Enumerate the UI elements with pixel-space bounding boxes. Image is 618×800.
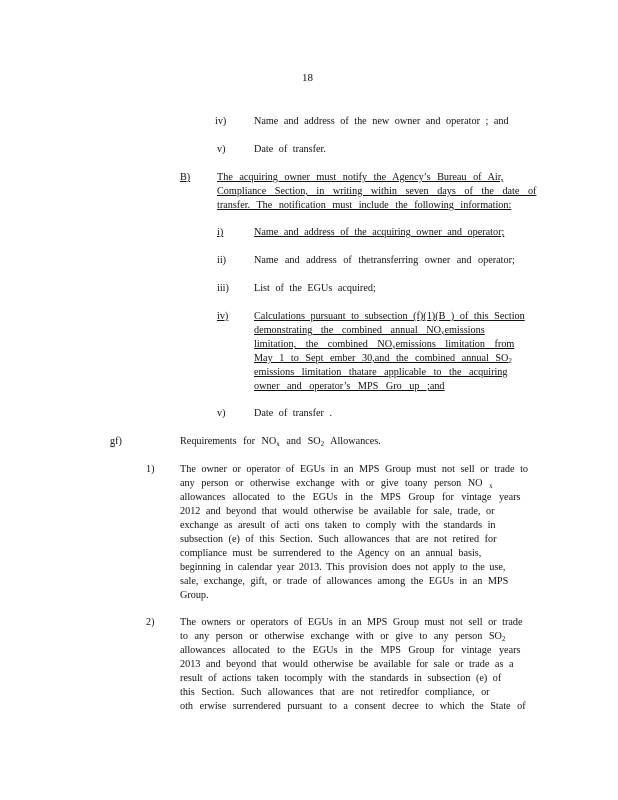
paragraph-line: to any person or otherwise exchange with or give to any person $SO_2$ <box>180 631 506 643</box>
paragraph-line: sale, exchange, gift, or trade of allowances among the EGUs in an MPS <box>180 576 509 587</box>
paragraph-line: The owners or operators of EGUs in an MPS Group must not sell or trade <box>180 617 523 628</box>
item-text: Date of transfer. <box>254 144 326 155</box>
underlined-line: Name and address of the acquiring owner and operator; <box>254 227 505 238</box>
item-marker-i: i) <box>217 227 224 238</box>
paragraph-line: beginning in calendar year 2013. This provision does not apply to the use, <box>180 562 506 573</box>
item-marker-iii: iii) <box>217 283 229 294</box>
item-marker-ii: ii) <box>217 255 227 266</box>
underlined-line: Compliance Section, in writing within seven days of the date of <box>217 186 537 197</box>
item-text: List of the EGUs acquired; <box>254 283 376 294</box>
paragraph-line: result of actions taken tocomply with the standards in subsection (e) of <box>180 673 502 684</box>
underlined-line: emissions limitation thatare applicable to the acquiring <box>254 367 508 378</box>
item-marker-v: v) <box>217 408 226 419</box>
paragraph-line: any person or otherwise exchange with or give toany person NO $_x$ <box>180 478 493 490</box>
underlined-line: transfer. The notification must include the following information: <box>217 200 512 211</box>
underlined-line: owner and operator’s MPS Gro up ;and <box>254 381 445 392</box>
paragraph-line: 2012 and beyond that would otherwise be available for sale, trade, or <box>180 506 495 517</box>
item-marker-iv: iv) <box>215 116 227 127</box>
paragraph-line: 2013 and beyond that would otherwise be available for sale or trade as a <box>180 659 514 670</box>
item-marker-v: v) <box>217 144 226 155</box>
paragraph-marker-2: 2) <box>146 617 155 628</box>
underlined-line: May 1 to Sept ember 30,and the combined annual $SO_2$ <box>254 353 512 365</box>
page-number: 18 <box>302 72 313 84</box>
item-text: Name and address of the new owner and operator ; and <box>254 116 509 127</box>
underlined-line: The acquiring owner must notify the Agency’s Bureau of Air, <box>217 172 504 183</box>
paragraph-marker-1: 1) <box>146 464 155 475</box>
paragraph-line: this Section. Such allowances that are not retiredfor compliance, or <box>180 687 490 698</box>
paragraph-line: allowances allocated to the EGUs in the MPS Group for vintage years <box>180 645 521 656</box>
section-marker-g: g̲f) <box>110 436 122 447</box>
paragraph-line: allowances allocated to the EGUs in the MPS Group for vintage years <box>180 492 521 503</box>
item-marker-B: B) <box>180 172 191 183</box>
paragraph-line: oth erwise surrendered pursuant to a consent decree to which the State of <box>180 701 526 712</box>
section-heading: Requirements for $NO_x$ and $SO_2$ Allowances. <box>180 436 381 448</box>
item-text: Date of transfer . <box>254 408 333 419</box>
paragraph-line: subsection (e) of this Section. Such allowances that are not retired for <box>180 534 497 545</box>
paragraph-line: Group. <box>180 590 209 601</box>
item-text: Name and address of thetransferring owner and operator; <box>254 255 515 266</box>
underlined-line: Calculations pursuant to subsection (f)(1)(B ) of this Section <box>254 311 525 322</box>
paragraph-line: exchange as aresult of acti ons taken to comply with the standards in <box>180 520 496 531</box>
paragraph-line: compliance must be surrendered to the Agency on an annual basis, <box>180 548 482 559</box>
paragraph-line: The owner or operator of EGUs in an MPS Group must not sell or trade to <box>180 464 529 475</box>
underlined-line: demonstrating the combined annual $NO_xemissions$ <box>254 325 485 337</box>
underlined-line: limitation, the combined $NO_xemissions$ limitation from <box>254 339 515 351</box>
item-marker-iv: iv) <box>217 311 229 322</box>
